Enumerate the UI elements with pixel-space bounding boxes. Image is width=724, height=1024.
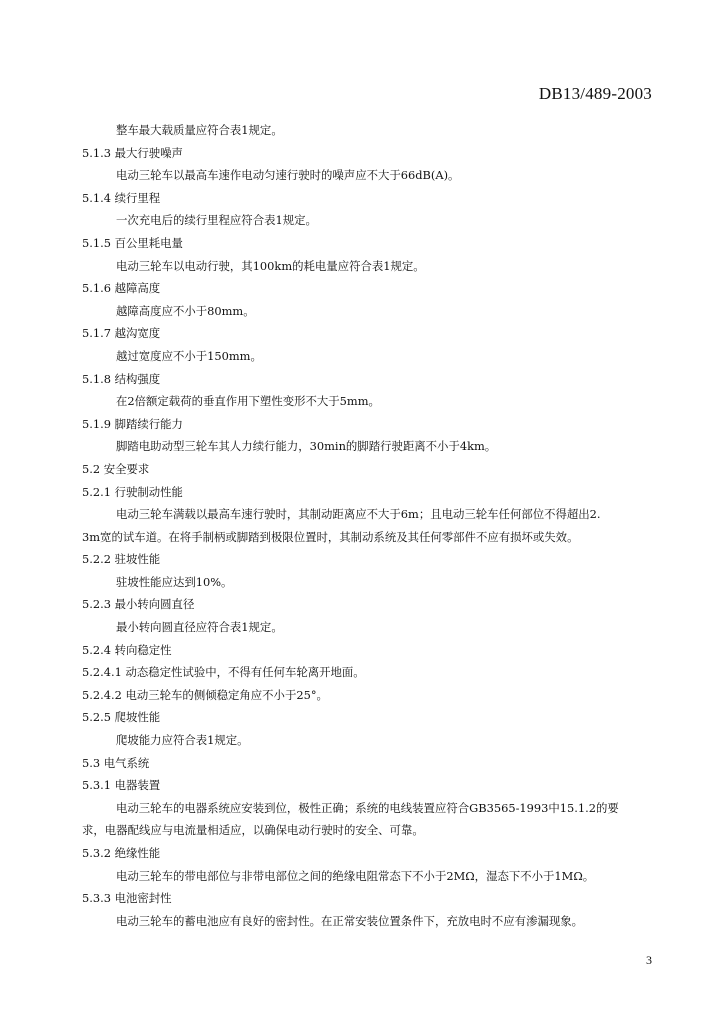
- section-heading: 5.2.5 爬坡性能: [82, 710, 161, 725]
- section-heading: 5.1.3 最大行驶噪声: [82, 145, 183, 160]
- paragraph-line: 驻坡性能应达到10%。: [116, 574, 233, 589]
- section-heading: 5.1.5 百公里耗电量: [82, 235, 183, 250]
- paragraph-line: 脚踏电助动型三轮车其人力续行能力，30min的脚踏行驶距离不小于4km。: [116, 439, 497, 454]
- paragraph-line: 最小转向圆直径应符合表1规定。: [116, 620, 283, 635]
- section-heading: 5.2.2 驻坡性能: [82, 552, 161, 567]
- section-heading: 5.3.3 电池密封性: [82, 891, 172, 906]
- section-heading: 5.3.1 电器装置: [82, 778, 161, 793]
- section-heading: 5.2.4.2 电动三轮车的侧倾稳定角应不小于25°。: [82, 687, 328, 702]
- section-heading: 5.3 电气系统: [82, 755, 150, 770]
- document-body: [82, 119, 658, 932]
- paragraph-line: 3m宽的试车道。在将手制柄或脚踏到极限位置时，其制动系统及其任何零部件不应有损坏或失效。: [82, 529, 579, 544]
- paragraph-line: 电动三轮车的带电部位与非带电部位之间的绝缘电阻常态下不小于2MΩ，湿态下不小于1MΩ。: [116, 868, 595, 883]
- paragraph-line: 在2倍额定载荷的垂直作用下塑性变形不大于5mm。: [116, 394, 380, 409]
- section-heading: 5.1.8 结构强度: [82, 371, 161, 386]
- paragraph-line: 电动三轮车满载以最高车速行驶时，其制动距离应不大于6m；且电动三轮车任何部位不得超出2.: [116, 507, 601, 522]
- section-heading: 5.2.4 转向稳定性: [82, 642, 172, 657]
- section-heading: 5.2.1 行驶制动性能: [82, 484, 183, 499]
- standard-code: DB13/489-2003: [538, 84, 652, 103]
- section-heading: 5.1.4 续行里程: [82, 190, 161, 205]
- paragraph-line: 电动三轮车以电动行驶，其100km的耗电量应符合表1规定。: [116, 258, 425, 273]
- paragraph-line: 越障高度应不小于80mm。: [116, 303, 255, 318]
- paragraph-line: 越过宽度应不小于150mm。: [116, 348, 262, 363]
- paragraph-line: 爬坡能力应符合表1规定。: [116, 733, 249, 748]
- paragraph-line: 电动三轮车的蓄电池应有良好的密封性。在正常安装位置条件下，充放电时不应有渗漏现象。: [116, 913, 584, 928]
- section-heading: 5.3.2 绝缘性能: [82, 846, 161, 860]
- section-heading: 5.2.4.1 动态稳定性试验中，不得有任何车轮离开地面。: [82, 665, 365, 680]
- paragraph-line: 电动三轮车以最高车速作电动匀速行驶时的噪声应不大于66dB(A)。: [116, 168, 460, 183]
- section-heading: 5.1.9 脚踏续行能力: [82, 416, 183, 431]
- section-heading: 5.1.6 越障高度: [82, 281, 161, 296]
- section-heading: 5.2.3 最小转向圆直径: [82, 597, 195, 612]
- page-number: 3: [646, 953, 652, 967]
- section-heading: 5.1.7 越沟宽度: [82, 326, 161, 341]
- paragraph-line: 整车最大载质量应符合表1规定。: [116, 123, 283, 137]
- paragraph-line: 求，电器配线应与电流量相适应，以确保电动行驶时的安全、可靠。: [82, 823, 424, 838]
- paragraph-line: 一次充电后的续行里程应符合表1规定。: [116, 213, 317, 228]
- paragraph-line: 电动三轮车的电器系统应安装到位，极性正确；系统的电线装置应符合GB3565-1993中15.1.2的要: [116, 800, 619, 815]
- section-heading: 5.2 安全要求: [82, 461, 150, 476]
